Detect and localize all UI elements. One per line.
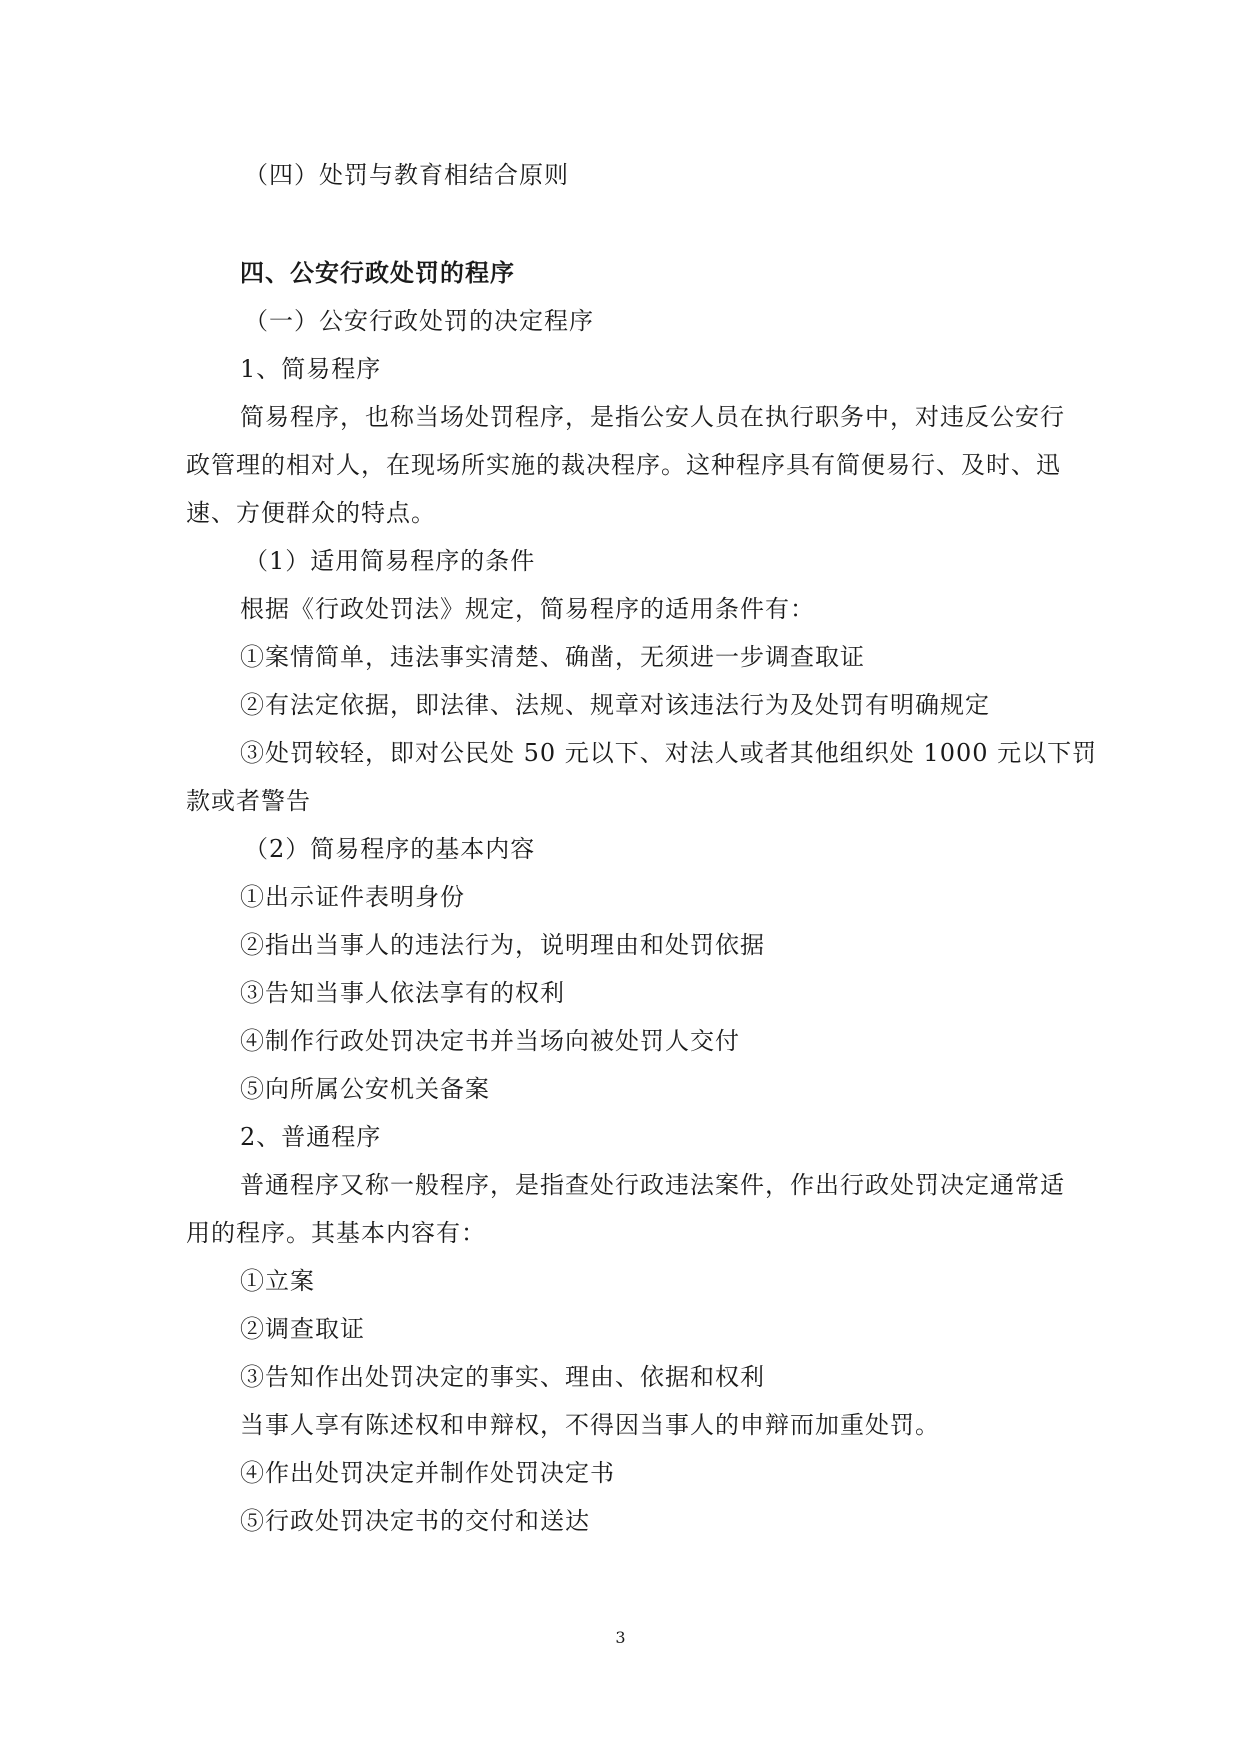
list-item: ②指出当事人的违法行为，说明理由和处罚依据 — [240, 931, 765, 959]
paragraph-line: 速、方便群众的特点。 — [186, 499, 436, 527]
list-item: ③处罚较轻，即对公民处 50 元以下、对法人或者其他组织处 1000 元以下罚 — [240, 739, 1098, 767]
section-heading: 四、公安行政处罚的程序 — [240, 258, 515, 287]
paragraph-line: 政管理的相对人，在现场所实施的裁决程序。这种程序具有简便易行、及时、迅 — [186, 451, 1061, 479]
section-subheading: （四）处罚与教育相结合原则 — [244, 161, 569, 189]
item-heading: 1、简易程序 — [240, 355, 382, 383]
list-item: ③告知作出处罚决定的事实、理由、依据和权利 — [240, 1363, 765, 1391]
paragraph-line: 根据《行政处罚法》规定，简易程序的适用条件有： — [240, 595, 815, 623]
list-item: ①立案 — [240, 1267, 315, 1295]
list-item: ④作出处罚决定并制作处罚决定书 — [240, 1459, 615, 1487]
paragraph-line: 当事人享有陈述权和申辩权，不得因当事人的申辩而加重处罚。 — [240, 1411, 940, 1439]
sub-item-heading: （1）适用简易程序的条件 — [244, 547, 536, 575]
paragraph-line: 简易程序，也称当场处罚程序，是指公安人员在执行职务中，对违反公安行 — [240, 403, 1065, 431]
list-item: ④制作行政处罚决定书并当场向被处罚人交付 — [240, 1027, 740, 1055]
list-item-continuation: 款或者警告 — [186, 787, 311, 815]
page-number: 3 — [615, 1628, 626, 1647]
paragraph-line: 普通程序又称一般程序，是指查处行政违法案件，作出行政处罚决定通常适 — [240, 1171, 1065, 1199]
list-item: ⑤向所属公安机关备案 — [240, 1075, 490, 1103]
item-heading: 2、普通程序 — [240, 1123, 382, 1151]
list-item: ③告知当事人依法享有的权利 — [240, 979, 565, 1007]
sub-item-heading: （2）简易程序的基本内容 — [244, 835, 536, 863]
list-item: ②有法定依据，即法律、法规、规章对该违法行为及处罚有明确规定 — [240, 691, 990, 719]
list-item: ①出示证件表明身份 — [240, 883, 465, 911]
subsection-heading: （一）公安行政处罚的决定程序 — [244, 307, 594, 335]
list-item: ⑤行政处罚决定书的交付和送达 — [240, 1507, 590, 1535]
paragraph-line: 用的程序。其基本内容有： — [186, 1219, 486, 1247]
list-item: ①案情简单，违法事实清楚、确凿，无须进一步调查取证 — [240, 643, 865, 671]
list-item: ②调查取证 — [240, 1315, 365, 1343]
